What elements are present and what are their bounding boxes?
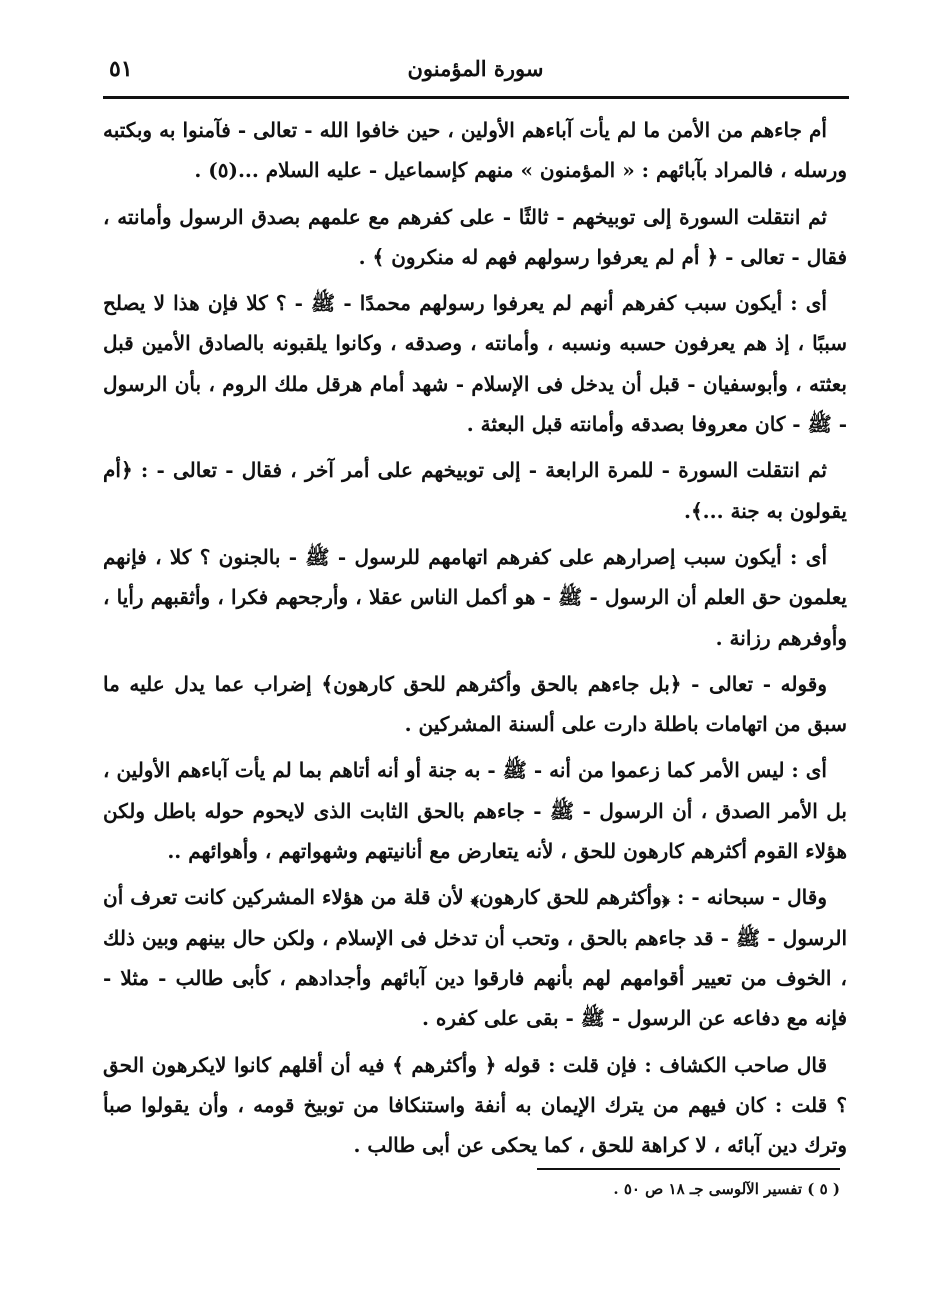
surah-title: سورة المؤمنون (407, 56, 544, 81)
footnote: ( ٥ ) تفسير الآلوسى جـ ١٨ ص ٥٠ . (613, 1180, 840, 1198)
page-header (103, 50, 848, 92)
paragraph: أى : أيكون سبب إصرارهم على كفرهم اتهامهم للرسول - ﷺ - بالجنون ؟ كلا ، فإنهم يعلمون حق العلم أن الرسول - ﷺ - هو أكمل الناس عقلا ، وأرجحهم فكرا ، وأثقبهم رأيا ، وأوفرهم رزانة . (103, 544, 847, 650)
paragraph: قال صاحب الكشاف : فإن قلت : قوله ﴿ وأكثرهم ﴾ فيه أن أقلهم كانوا لايكرهون الحق ؟ قلت : كان فيهم من يترك الإيمان به أنفة واستنكافا من توبيخ قومه ، وأن يقولوا صبأ وترك دين آبائه ، لا كراهة للحق ، كما يحكى عن أبى طالب . (103, 1052, 847, 1158)
paragraph: وقوله - تعالى - ﴿بل جاءهم بالحق وأكثرهم للحق كارهون﴾ إضراب عما يدل عليه ما سبق من اتهامات باطلة دارت على ألسنة المشركين . (103, 671, 847, 737)
paragraph: أم جاءهم من الأمن ما لم يأت آباءهم الأولين ، حين خافوا الله - تعالى - فآمنوا به وبكتبه ورسله ، فالمراد بآبائهم : « المؤمنون » منهم كإسماعيل - عليه السلام ...(٥) . (103, 118, 847, 183)
paragraph: وقال - سبحانه - : ﴿وأكثرهم للحق كارهون﴾ لأن قلة من هؤلاء المشركين كانت تعرف أن الرسول - ﷺ - قد جاءهم بالحق ، وتحب أن تدخل فى الإسلام ، ولكن حال بينهم وبين ذلك ، الخوف من تعيير أقوامهم لهم بأنهم فارقوا دين آبائهم وأجدادهم ، كأبى طالب - مثلا - فإنه مع دفاعه عن الرسول - ﷺ - بقى على كفره . (103, 885, 847, 1031)
footnote-divider (537, 1168, 840, 1170)
page-number: ٥١ (109, 56, 133, 82)
paragraph: ثم انتقلت السورة إلى توبيخهم - ثالثًا - على كفرهم مع علمهم بصدق الرسول وأمانته ، فقال - تعالى - ﴿ أم لم يعرفوا رسولهم فهم له منكرون ﴾ . (103, 204, 847, 269)
body-text (103, 110, 847, 1171)
paragraph: ثم انتقلت السورة - للمرة الرابعة - إلى توبيخهم على أمر آخر ، فقال - تعالى - : ﴿أم يقولون به جنة ...﴾. (103, 458, 847, 523)
header-divider (103, 96, 849, 99)
paragraph: أى : أيكون سبب كفرهم أنهم لم يعرفوا رسولهم محمدًا - ﷺ - ؟ كلا فإن هذا لا يصلح سببًا ، إذ هم يعرفون حسبه ونسبه ، وأمانته ، وصدقه ، وكانوا يلقبونه بالصادق الأمين قبل بعثته ، وأبوسفيان - قبل أن يدخل فى الإسلام - شهد أمام هرقل ملك الروم ، بأن الرسول - ﷺ - كان معروفا بصدقه وأمانته قبل البعثة . (103, 291, 847, 437)
paragraph: أى : ليس الأمر كما زعموا من أنه - ﷺ - به جنة أو أنه أتاهم بما لم يأت آباءهم الأولين ، بل الأمر الصدق ، أن الرسول - ﷺ - جاءهم بالحق الثابت الذى لايحوم حوله باطل ولكن هؤلاء القوم أكثرهم كارهون للحق ، لأنه يتعارض مع أنانيتهم وشهواتهم ، وأهوائهم .. (103, 758, 847, 864)
